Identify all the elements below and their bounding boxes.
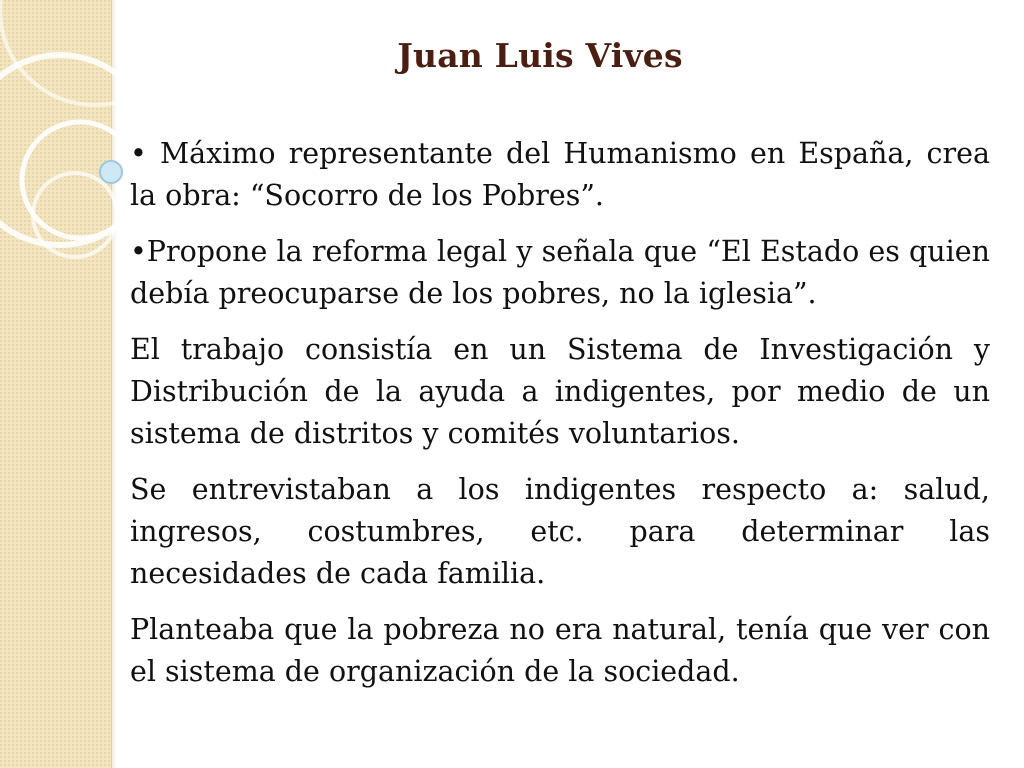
paragraph-3: El trabajo consistía en un Sistema de Investigación y Distribución de la ayuda a indigentes, por medio de un sistema de distritos y comités voluntarios. <box>130 333 990 450</box>
decor-circle-top <box>0 0 190 105</box>
slide-title: Juan Luis Vives <box>397 36 683 75</box>
paragraph-1: • Máximo representante del Humanismo en España, crea la obra: “Socorro de los Pobres”. <box>130 137 990 212</box>
paragraph-2: •Propone la reforma legal y señala que “El Estado es quien debía preocuparse de los pobres, no la iglesia”. <box>130 235 990 310</box>
decor-circle-medium <box>22 122 138 238</box>
paragraph-4: Se entrevistaban a los indigentes respecto a: salud, ingresos, costumbres, etc. para determinar las necesidades de cada familia. <box>130 473 990 590</box>
paragraph-5: Planteaba que la pobreza no era natural, tenía que ver con el sistema de organización de la sociedad. <box>130 613 990 688</box>
accent-dot <box>100 161 122 183</box>
slide-body <box>130 133 990 707</box>
